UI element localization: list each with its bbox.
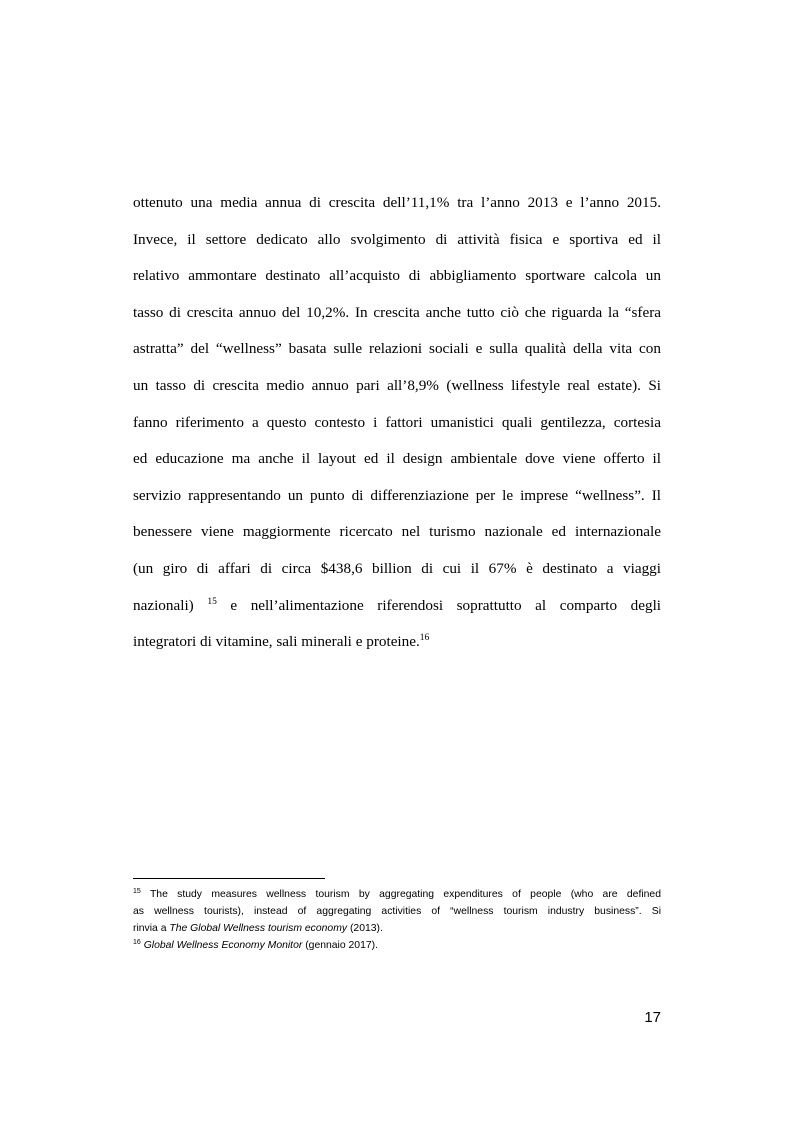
text-line-7: fanno riferimento a questo contesto i fattori umanistici quali gentilezza, cortesia xyxy=(133,413,661,431)
footnote-15-line-3 xyxy=(133,920,661,937)
text-line-8: ed educazione ma anche il layout ed il design ambientale dove viene offerto il xyxy=(133,450,661,468)
footnote-16-line xyxy=(133,937,661,954)
footnote-ref-16[interactable]: 16 xyxy=(419,633,430,644)
footnote-ref-15[interactable]: 15 xyxy=(207,596,217,607)
footnote-15-number: 15 xyxy=(133,888,141,895)
text-line-1: ottenuto una media annua di crescita dell’11,1% tra l’anno 2013 e l’anno 2015. xyxy=(133,194,661,211)
footnote-15-suffix: (2013). xyxy=(347,923,383,934)
text-line-3: relativo ammontare destinato all’acquisto di abbigliamento sportware calcola un xyxy=(133,267,661,285)
page-number: 17 xyxy=(644,1009,661,1026)
footnote-15-line-2: as wellness tourists), instead of aggregating activities of “wellness tourism industry business”. Si xyxy=(133,906,661,917)
body-paragraph xyxy=(133,185,661,661)
text-line-13-text: integratori di vitamine, sali minerali e proteine. xyxy=(133,633,420,651)
footnote-15-prefix: rinvia a xyxy=(133,923,170,934)
text-line-10: benessere viene maggiormente ricercato nel turismo nazionale ed internazionale xyxy=(133,523,661,541)
footnote-16-title: Global Wellness Economy Monitor xyxy=(143,940,303,951)
text-line-12-start: nazionali) xyxy=(133,596,194,614)
text-line-13 xyxy=(133,624,661,661)
text-line-2: Invece, il settore dedicato allo svolgimento di attività fisica e sportiva ed il xyxy=(133,230,661,248)
text-line-12 xyxy=(133,588,661,625)
text-line-4: tasso di crescita annuo del 10,2%. In crescita anche tutto ciò che riguarda la “sfera xyxy=(133,303,661,321)
text-line-5: astratta” del “wellness” basata sulle relazioni sociali e sulla qualità della vita con xyxy=(133,340,661,358)
footnotes xyxy=(133,886,661,954)
footnote-16-number: 16 xyxy=(133,939,141,946)
footnote-15-line-1 xyxy=(133,886,661,903)
footnote-15-title: The Global Wellness tourism economy xyxy=(169,923,348,934)
footnote-15-text-1: The study measures wellness tourism by aggregating expenditures of people (who are defined xyxy=(149,889,661,900)
text-line-12-end: e nell’alimentazione riferendosi soprattutto al comparto degli xyxy=(230,596,662,614)
text-line-9: servizio rappresentando un punto di differenziazione per le imprese “wellness”. Il xyxy=(133,486,661,504)
footnote-16-suffix: (gennaio 2017). xyxy=(302,940,378,951)
footnote-separator xyxy=(133,878,325,879)
text-line-11: (un giro di affari di circa $438,6 billion di cui il 67% è destinato a viaggi xyxy=(133,559,661,577)
text-line-6: un tasso di crescita medio annuo pari all’8,9% (wellness lifestyle real estate). Si xyxy=(133,376,661,394)
